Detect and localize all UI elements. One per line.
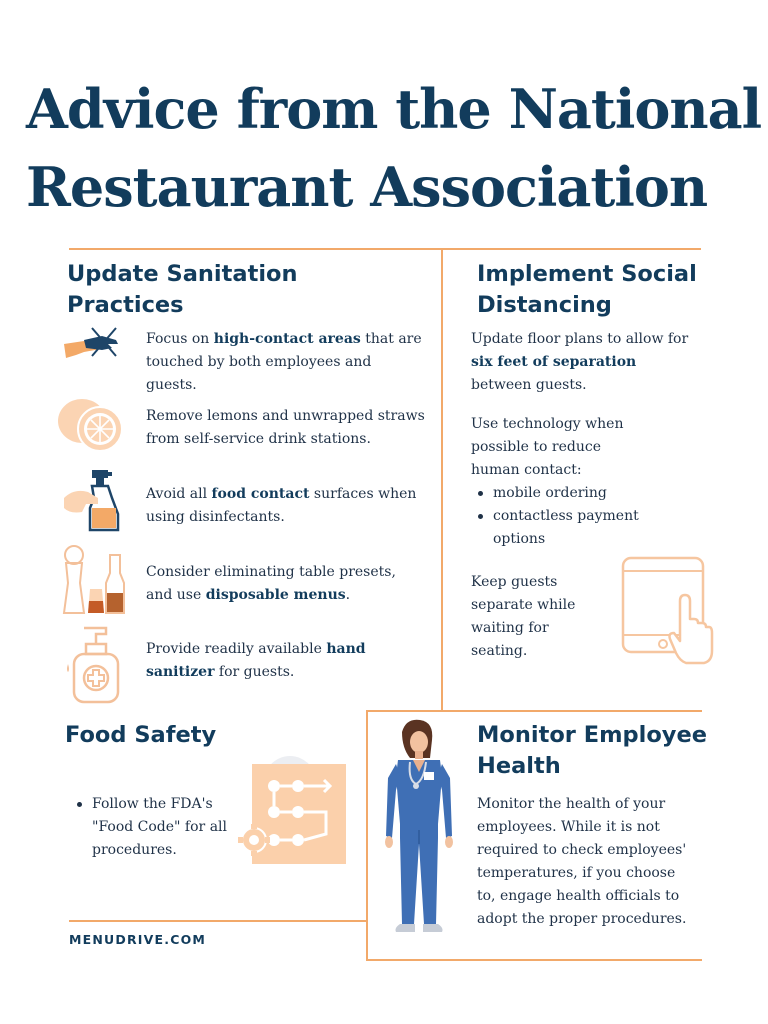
sanitation-item-2: Remove lemons and unwrapped straws from self-service drink stations. (146, 408, 425, 447)
divider-vertical-upper (441, 248, 443, 710)
employee-health-text: Monitor the health of your employees. While it is not required to check employees' temperatures, if you choose to, engage health officials to adopt the proper procedures. (477, 796, 687, 927)
lemon-slice-icon (56, 393, 128, 457)
list-item: mobile ordering (472, 482, 672, 505)
condiments-icon (58, 543, 128, 617)
distancing-bullet-list (472, 482, 672, 551)
list-item: Follow the FDA's "Food Code" for all procedures. (71, 793, 231, 862)
divider-footer (69, 920, 366, 922)
sanitation-item-3: Avoid all food contact surfaces when using disinfectants. (146, 486, 417, 525)
sanitation-item-4: Consider eliminating table presets, and use disposable menus. (146, 564, 396, 603)
sanitizer-bottle-icon (62, 624, 124, 706)
process-flowchart-icon (230, 748, 356, 874)
employee-health-heading: Monitor Employee Health (477, 722, 707, 779)
divider-bottom (366, 959, 702, 961)
food-safety-bullet-list (71, 793, 231, 862)
crossed-hand-icon (62, 322, 128, 370)
divider-top (69, 248, 701, 250)
title-line-2: Restaurant Association (26, 155, 708, 219)
page-title (26, 70, 762, 226)
spray-bottle-icon (62, 468, 124, 534)
tablet-tap-icon (620, 555, 714, 667)
distancing-heading: Implement Social Distancing (477, 261, 697, 318)
distancing-paragraph-2: Use technology when possible to reduce human contact: (471, 416, 624, 478)
divider-middle (366, 710, 702, 712)
nurse-illustration (380, 718, 458, 942)
footer-url: MENUDRIVE.COM (69, 932, 207, 947)
distancing-paragraph-3: Keep guests separate while waiting for seating. (471, 574, 576, 659)
sanitation-item-1: Focus on high-contact areas that are touched by both employees and guests. (146, 331, 422, 393)
title-line-1: Advice from the National (26, 77, 762, 141)
distancing-paragraph-1: Update floor plans to allow for six feet of separation between guests. (471, 331, 689, 393)
list-item: contactless payment options (472, 505, 672, 551)
food-safety-heading: Food Safety (65, 722, 217, 748)
sanitation-item-5: Provide readily available hand sanitizer for guests. (146, 641, 366, 680)
divider-vertical-lower (366, 710, 368, 960)
sanitation-heading: Update Sanitation Practices (67, 261, 298, 318)
